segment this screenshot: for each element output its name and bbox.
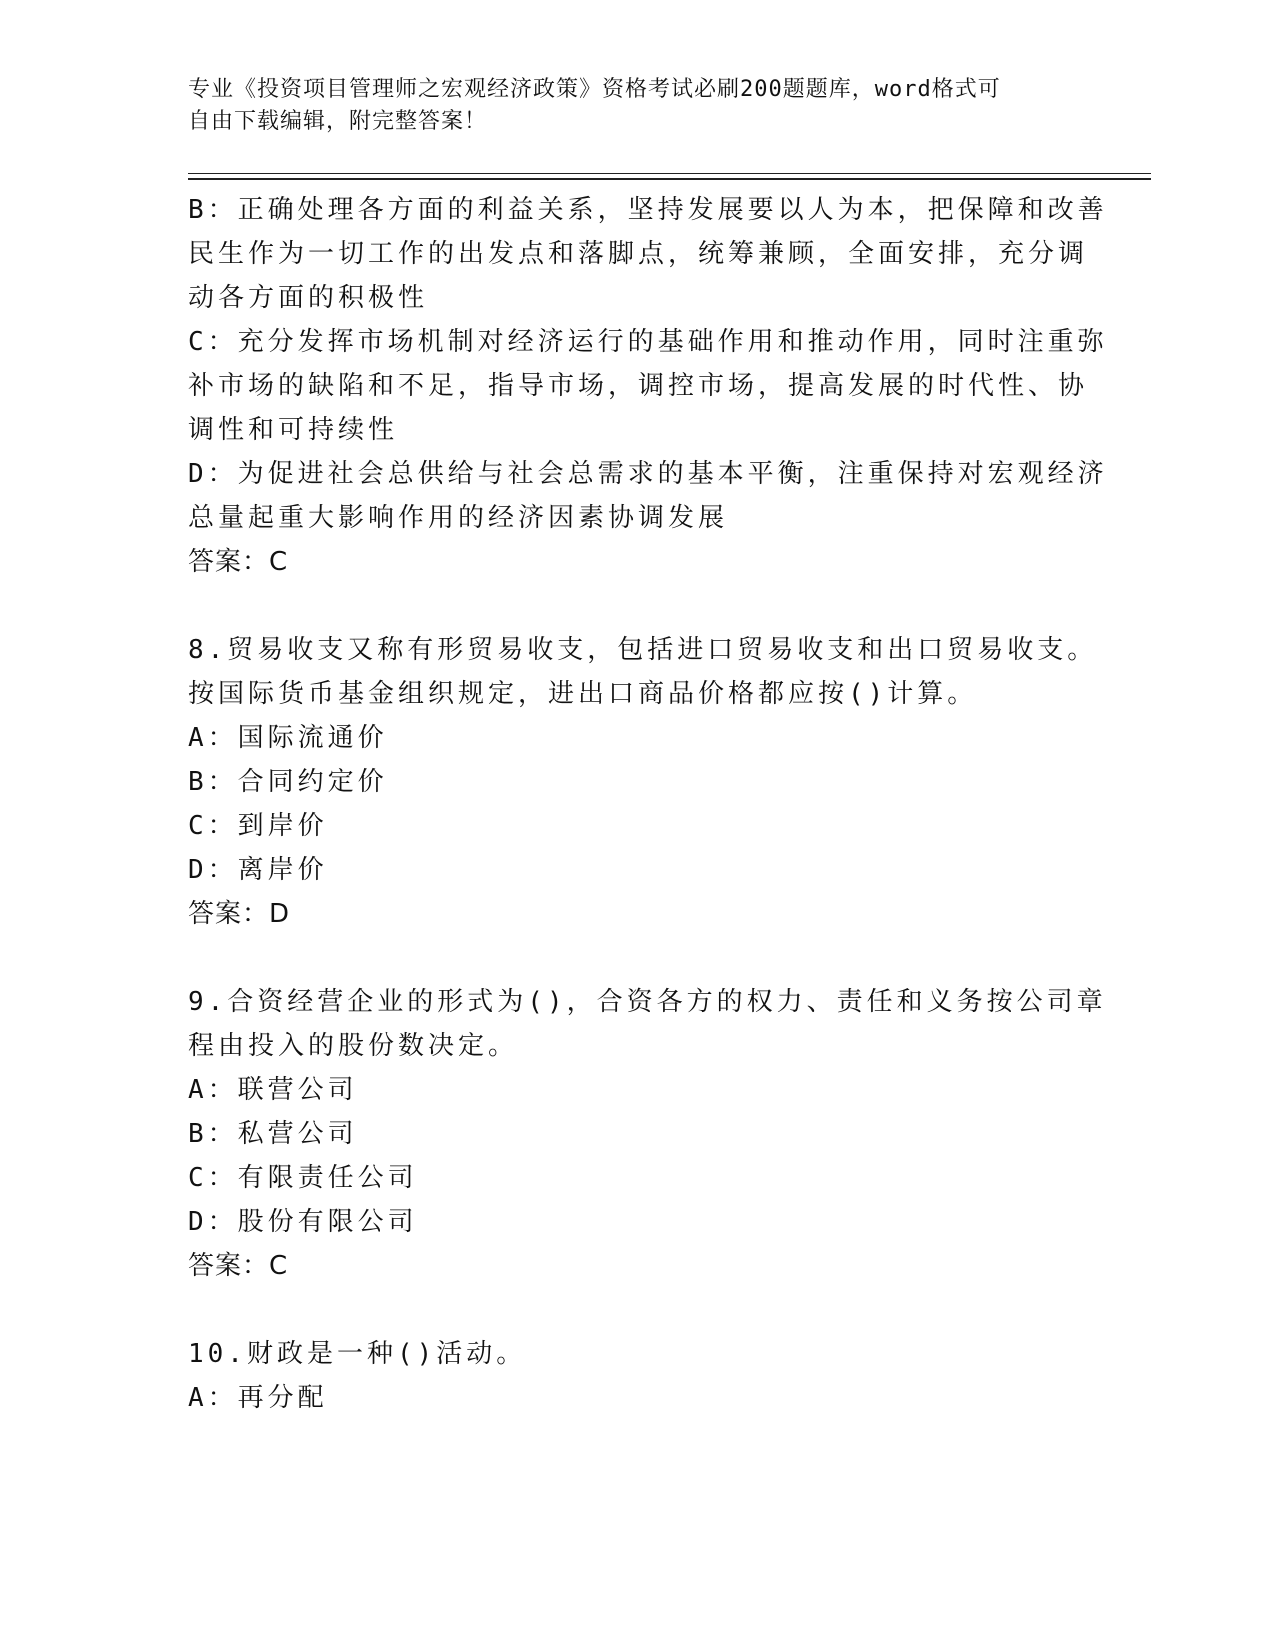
q10-stem-line-1: 10.财政是一种()活动。 bbox=[188, 1339, 527, 1369]
header-line-2: 自由下载编辑，附完整答案！ bbox=[188, 109, 488, 134]
header-divider-thick bbox=[188, 178, 1151, 180]
q9-option-b: B：私营公司 bbox=[188, 1119, 358, 1149]
q8-stem-line-2: 按国际货币基金组织规定，进出口商品价格都应按()计算。 bbox=[188, 679, 978, 709]
q9-option-c: C：有限责任公司 bbox=[188, 1163, 418, 1193]
q7-option-c-line-1: C：充分发挥市场机制对经济运行的基础作用和推动作用，同时注重弥 bbox=[188, 327, 1108, 357]
header-line-1: 专业《投资项目管理师之宏观经济政策》资格考试必刷200题题库，word格式可 bbox=[188, 77, 1001, 102]
q7-option-b-line-3: 动各方面的积极性 bbox=[188, 283, 429, 313]
q10-option-a: A：再分配 bbox=[188, 1383, 328, 1413]
q7-option-c-line-2: 补市场的缺陷和不足，指导市场，调控市场，提高发展的时代性、协 bbox=[188, 371, 1089, 401]
q7-option-b-line-1: B：正确处理各方面的利益关系，坚持发展要以人为本，把保障和改善 bbox=[188, 195, 1108, 225]
q8-answer: 答案：D bbox=[188, 899, 291, 929]
q8-option-b: B：合同约定价 bbox=[188, 767, 388, 797]
q8-option-c: C：到岸价 bbox=[188, 811, 328, 841]
q8-option-a: A：国际流通价 bbox=[188, 723, 388, 753]
q8-option-d: D：离岸价 bbox=[188, 855, 328, 885]
q9-option-d: D：股份有限公司 bbox=[188, 1207, 418, 1237]
document-header bbox=[188, 74, 1088, 138]
q7-answer: 答案：C bbox=[188, 547, 289, 577]
q7-option-b-line-2: 民生作为一切工作的出发点和落脚点，统筹兼顾，全面安排，充分调 bbox=[188, 239, 1089, 269]
q9-stem-line-2: 程由投入的股份数决定。 bbox=[188, 1031, 519, 1061]
q9-stem-line-1: 9.合资经营企业的形式为()，合资各方的权力、责任和义务按公司章 bbox=[188, 987, 1107, 1017]
q9-answer: 答案：C bbox=[188, 1251, 289, 1281]
q8-stem-line-1: 8.贸易收支又称有形贸易收支，包括进口贸易收支和出口贸易收支。 bbox=[188, 635, 1098, 665]
header-divider-thin bbox=[188, 173, 1151, 174]
q7-option-c-line-3: 调性和可持续性 bbox=[188, 415, 399, 445]
q9-option-a: A：联营公司 bbox=[188, 1075, 358, 1105]
q7-option-d-line-1: D：为促进社会总供给与社会总需求的基本平衡，注重保持对宏观经济 bbox=[188, 459, 1108, 489]
q7-option-d-line-2: 总量起重大影响作用的经济因素协调发展 bbox=[188, 503, 729, 533]
